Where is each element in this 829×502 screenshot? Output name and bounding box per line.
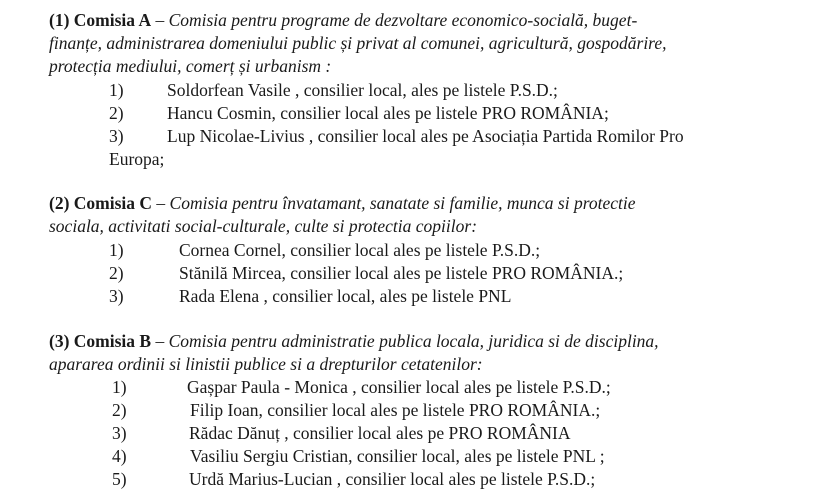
section-description: finanțe, administrarea domeniului public și privat al comunei, agricultură, gospodărire, [49, 33, 667, 53]
section-description: protecția mediului, comerț și urbanism : [49, 56, 332, 76]
section-label: (1) Comisia A [49, 10, 152, 30]
section-description: apararea ordinii si linistii publice si a drepturilor cetatenilor: [49, 354, 483, 374]
section-heading: (2) Comisia C – Comisia pentru învatamant, sanatate si familie, munca si protectie [49, 193, 636, 213]
section-description: Comisia pentru învatamant, sanatate si familie, munca si protectie [169, 193, 636, 213]
section-heading: (1) Comisia A – Comisia pentru programe de dezvoltare economico-socială, buget- [49, 10, 638, 30]
section-description: Comisia pentru programe de dezvoltare economico-socială, buget- [168, 10, 638, 30]
section-description: Comisia pentru administratie publica locala, juridica si de disciplina, [168, 331, 659, 351]
document-page: (1) Comisia A – Comisia pentru programe de dezvoltare economico-socială, buget- finanțe, administrarea domeniului public și privat al comunei, agricultură, gospodărire, protecția mediului, comerț și urbanism : 1) Soldorfean Vasile , consilier local, ales pe listele P.S.D.; 2) Hancu Cosmin, consilier local ales pe listele PRO ROMÂNIA; 3) Lup Nicolae-Livius , consilier local ales pe Asociația Partida Romilor Pro Europa; (2) Comisia C – Comisia pentru învatamant, sanatate si familie, munca si protectie sociala, activitati social-culturale, culte si protectia copiilor: 1) Cornea Cornel, consilier local ales pe listele P.S.D.; 2) Stănilă Mircea, consilier local ales pe listele PRO ROMÂNIA.; 3) Rada Elena , consilier local, ales pe listele PNL (3) Comisia B – Comisia pentru administratie publica locala, juridica si de disciplina, apararea ordinii si linistii publice si a drepturilor cetatenilor: 1) Gașpar Paula - Monica , consilier local ales pe listele P.S.D.; 2) Filip Ioan, consilier local ales pe listele PRO ROMÂNIA.; 3) Rădac Dănuț , consilier local ales pe PRO ROMÂNIA 4) Vasiliu Sergiu Cristian, consilier local, ales pe listele PNL ; 5) Urdă Marius-Lucian , consilier local ales pe listele P.S.D.; [49, 10, 684, 489]
section-label: (2) Comisia C [49, 193, 153, 213]
section-heading: (3) Comisia B – Comisia pentru administratie publica locala, juridica si de disciplina, [49, 331, 659, 351]
section-label: (3) Comisia B [49, 331, 152, 351]
section-description: sociala, activitati social-culturale, culte si protectia copiilor: [49, 216, 478, 236]
